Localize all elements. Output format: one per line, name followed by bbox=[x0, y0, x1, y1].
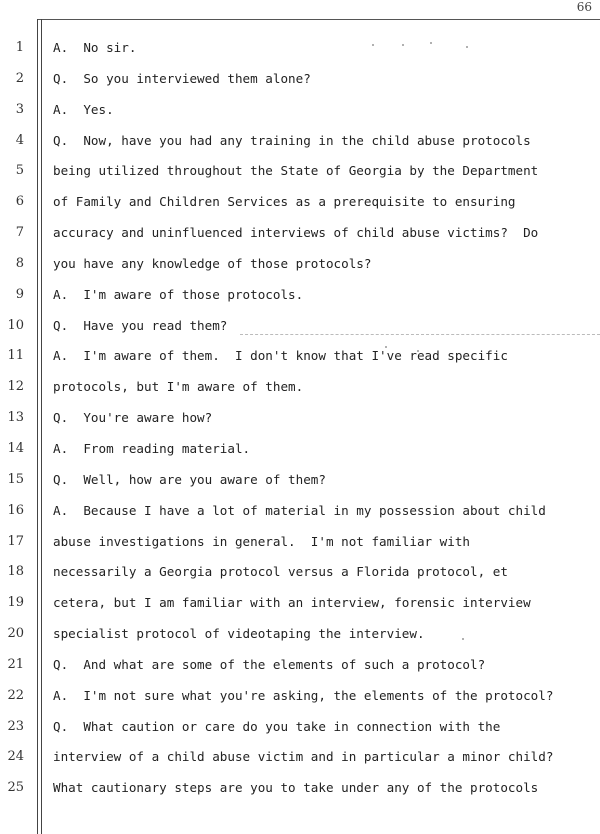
transcript-line bbox=[0, 36, 600, 67]
line-text: specialist protocol of videotaping the interview. bbox=[53, 626, 425, 642]
transcript-line bbox=[0, 283, 600, 314]
line-text: abuse investigations in general. I'm not familiar with bbox=[53, 533, 471, 549]
transcript-line bbox=[0, 406, 600, 437]
line-text: Q. And what are some of the elements of such a protocol? bbox=[53, 656, 486, 672]
line-text: Q. Well, how are you aware of them? bbox=[53, 471, 326, 487]
transcript-line bbox=[0, 252, 600, 283]
transcript-line bbox=[0, 684, 600, 715]
line-number: 15 bbox=[7, 471, 24, 487]
transcript-line bbox=[0, 437, 600, 468]
line-number: 5 bbox=[15, 163, 24, 179]
line-text: Q. You're aware how? bbox=[53, 410, 213, 426]
line-number: 22 bbox=[7, 687, 24, 703]
line-text: A. No sir. bbox=[53, 40, 137, 55]
line-number: 8 bbox=[15, 255, 24, 271]
line-text: Q. Have you read them? bbox=[53, 317, 228, 333]
transcript-line bbox=[0, 591, 600, 622]
line-number: 25 bbox=[7, 780, 24, 796]
line-text: you have any knowledge of those protocols? bbox=[53, 255, 372, 271]
scan-smudge bbox=[240, 334, 600, 335]
transcript-line bbox=[0, 129, 600, 160]
line-number: 24 bbox=[7, 749, 24, 765]
line-number: 1 bbox=[15, 40, 24, 55]
line-number: 4 bbox=[15, 132, 24, 148]
transcript-line bbox=[0, 375, 600, 406]
transcript-line bbox=[0, 715, 600, 746]
page-number: 66 bbox=[576, 0, 592, 14]
line-text: necessarily a Georgia protocol versus a Florida protocol, et bbox=[53, 564, 508, 580]
line-text: Q. Now, have you had any training in the child abuse protocols bbox=[53, 132, 531, 148]
line-number: 10 bbox=[7, 317, 24, 333]
line-number: 19 bbox=[7, 595, 24, 611]
transcript-line bbox=[0, 344, 600, 375]
transcript-line bbox=[0, 190, 600, 221]
transcript-line bbox=[0, 653, 600, 684]
transcript-line bbox=[0, 745, 600, 776]
line-number: 12 bbox=[7, 379, 24, 395]
line-number: 18 bbox=[7, 564, 24, 580]
line-number: 3 bbox=[15, 101, 24, 117]
transcript-line bbox=[0, 776, 600, 807]
line-number: 11 bbox=[7, 348, 24, 364]
transcript-line bbox=[0, 468, 600, 499]
transcript-line bbox=[0, 67, 600, 98]
line-number: 17 bbox=[7, 533, 24, 549]
transcript-line bbox=[0, 499, 600, 530]
transcript-line bbox=[0, 221, 600, 252]
line-text: protocols, but I'm aware of them. bbox=[53, 379, 304, 395]
line-text: of Family and Children Services as a prerequisite to ensuring bbox=[53, 194, 516, 210]
transcript-line bbox=[0, 622, 600, 653]
top-rule bbox=[37, 19, 600, 20]
transcript-line bbox=[0, 159, 600, 190]
line-text: A. I'm not sure what you're asking, the elements of the protocol? bbox=[53, 687, 554, 703]
line-text: A. Yes. bbox=[53, 101, 114, 117]
line-text: A. From reading material. bbox=[53, 440, 251, 456]
line-text: What cautionary steps are you to take under any of the protocols bbox=[53, 780, 539, 796]
line-number: 20 bbox=[7, 626, 24, 642]
line-number: 16 bbox=[7, 502, 24, 518]
line-number: 6 bbox=[15, 194, 24, 210]
line-number: 14 bbox=[7, 440, 24, 456]
transcript-body bbox=[0, 36, 600, 807]
transcript-line bbox=[0, 560, 600, 591]
line-text: A. I'm aware of those protocols. bbox=[53, 286, 304, 302]
line-number: 21 bbox=[7, 656, 24, 672]
line-text: Q. So you interviewed them alone? bbox=[53, 70, 311, 86]
transcript-line bbox=[0, 530, 600, 561]
line-number: 13 bbox=[7, 410, 24, 426]
line-number: 23 bbox=[7, 718, 24, 734]
line-number: 7 bbox=[15, 225, 24, 241]
line-text: A. Because I have a lot of material in my possession about child bbox=[53, 502, 546, 518]
line-text: interview of a child abuse victim and in particular a minor child? bbox=[53, 749, 554, 765]
line-text: being utilized throughout the State of Georgia by the Department bbox=[53, 163, 539, 179]
line-text: A. I'm aware of them. I don't know that I've read specific bbox=[53, 348, 508, 364]
transcript-line bbox=[0, 98, 600, 129]
line-text: accuracy and uninfluenced interviews of child abuse victims? Do bbox=[53, 225, 539, 241]
line-number: 9 bbox=[15, 286, 24, 302]
line-text: Q. What caution or care do you take in connection with the bbox=[53, 718, 501, 734]
line-number: 2 bbox=[15, 70, 24, 86]
transcript-line bbox=[0, 314, 600, 345]
line-text: cetera, but I am familiar with an interview, forensic interview bbox=[53, 595, 531, 611]
